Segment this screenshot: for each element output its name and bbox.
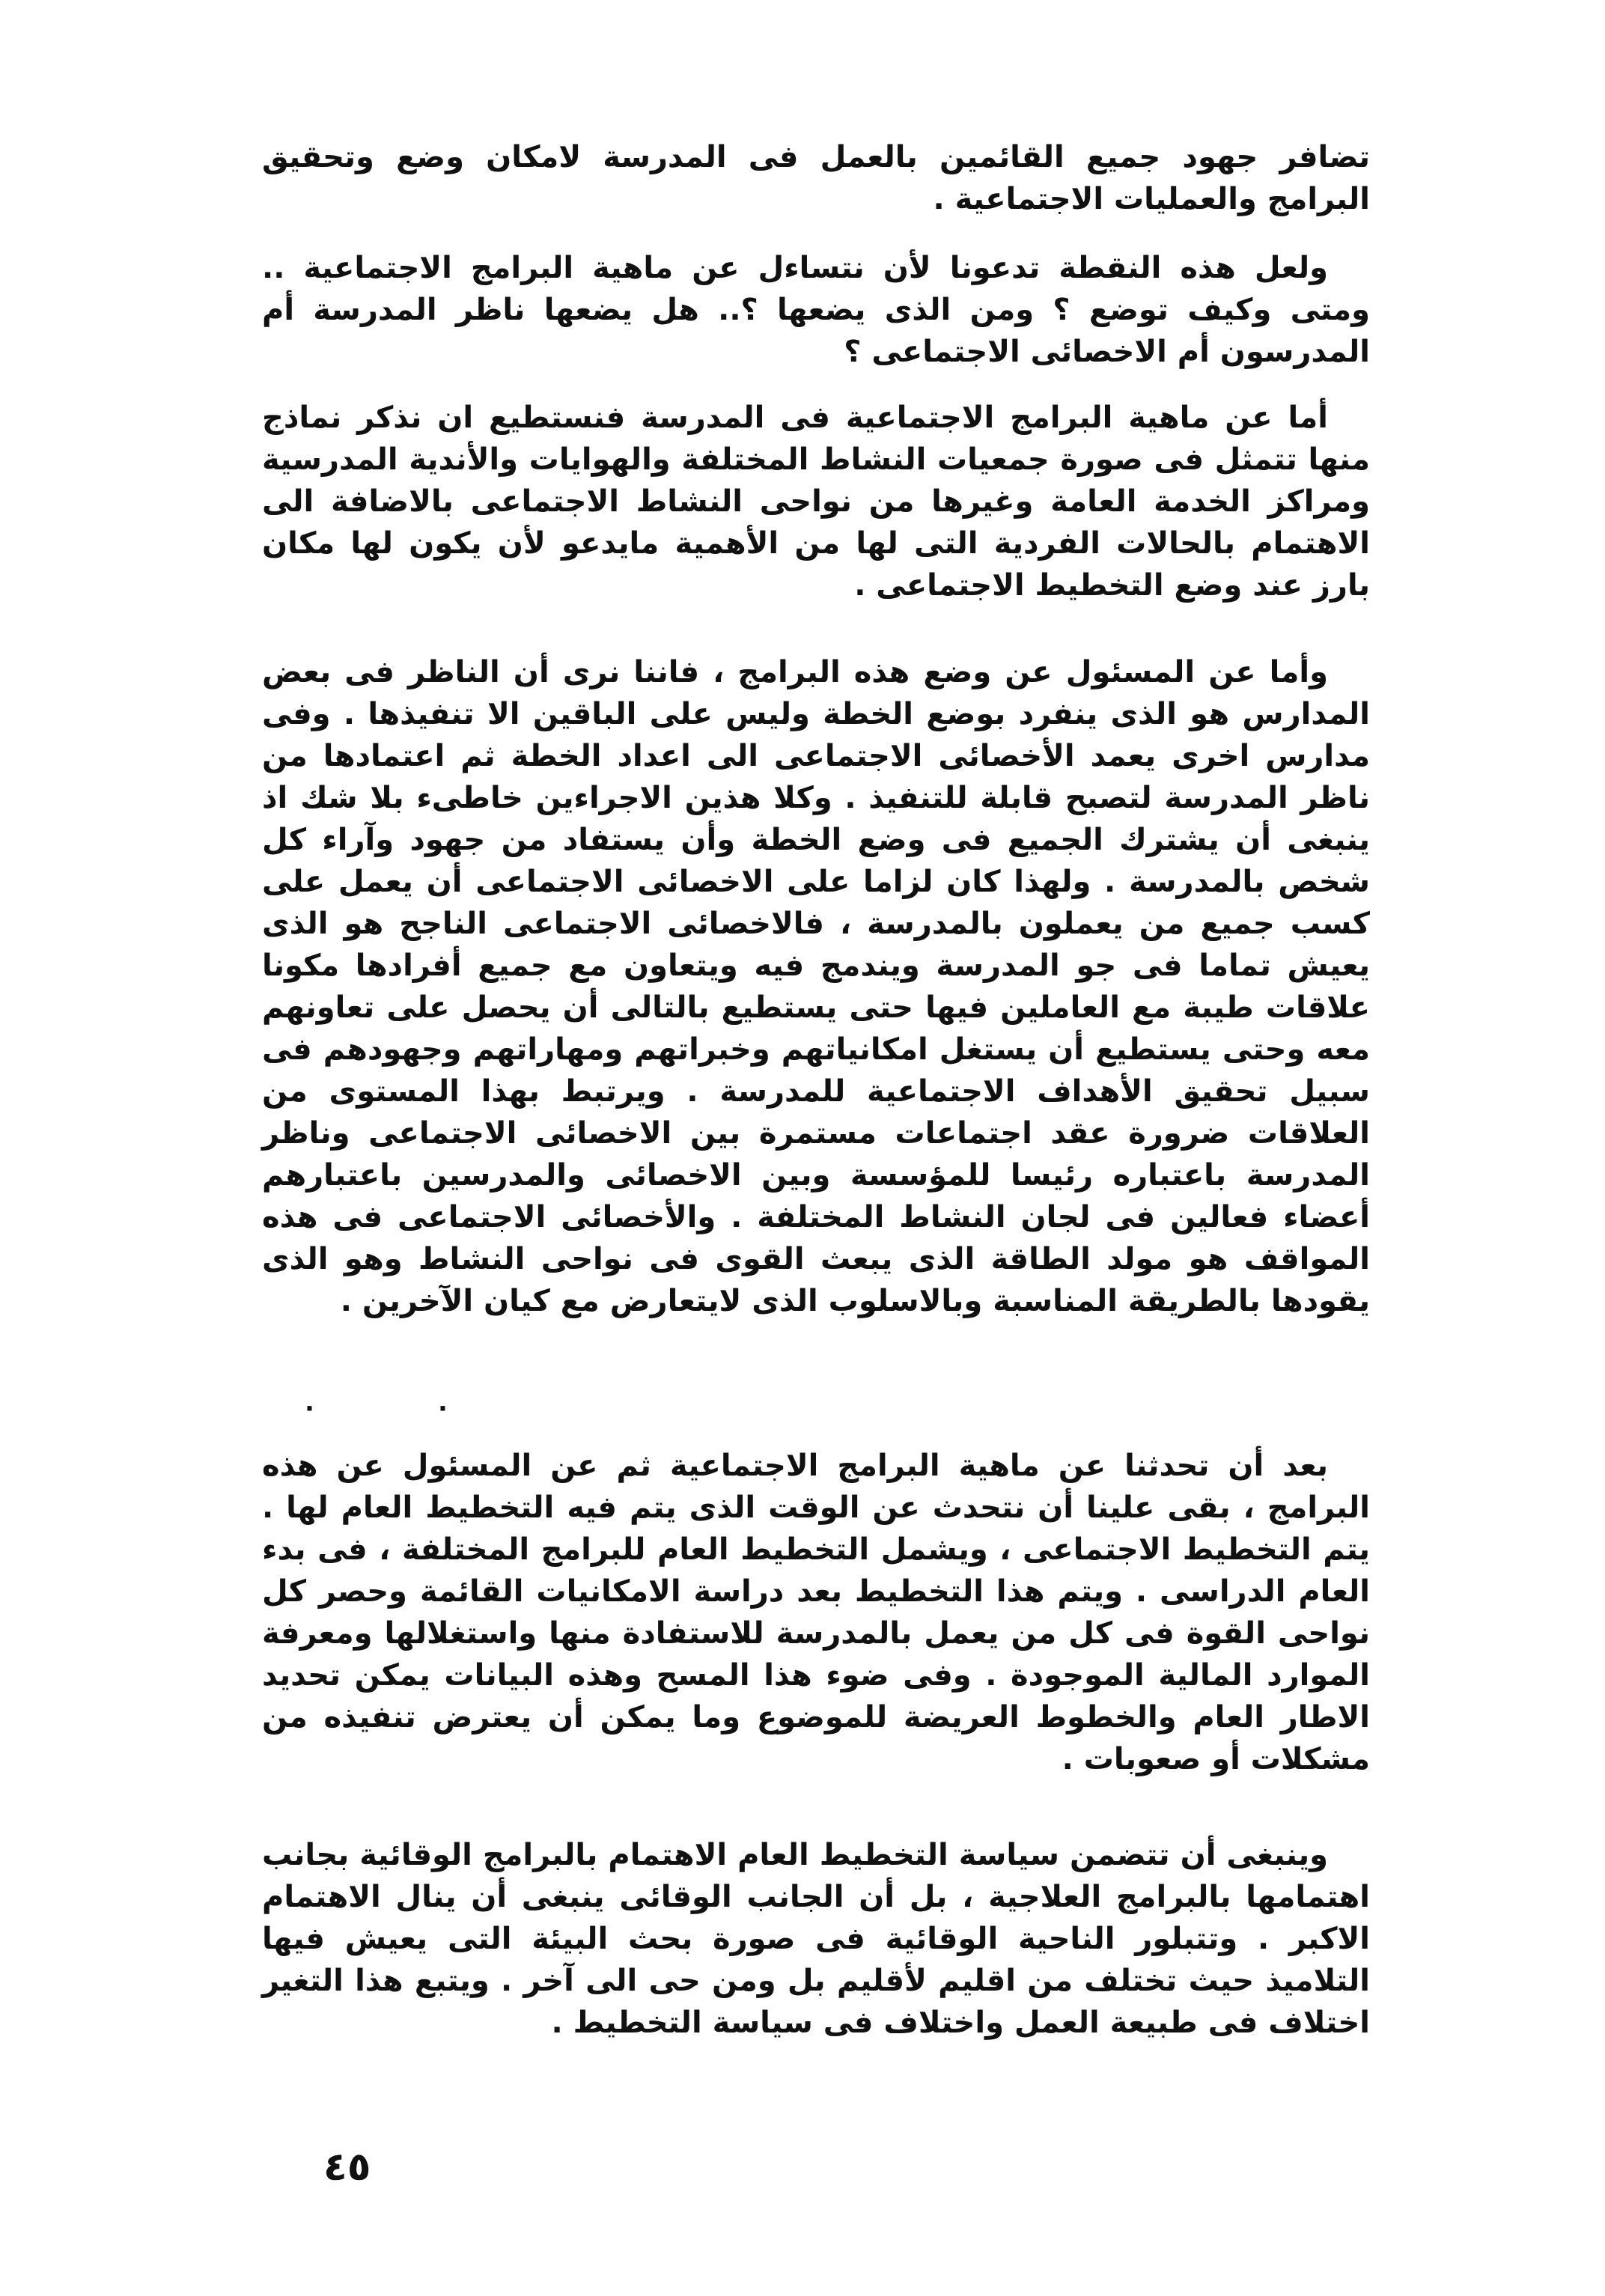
scan-speck: ·: [305, 1394, 314, 1424]
paragraph-4: وأما عن المسئول عن وضع هذه البرامج ، فاننا نرى أن الناظر فى بعض المدارس هو الذى ينفرد بوضع الخطة وليس على الباقين الا تنفيذها . وفى مدارس اخرى يعمد الأخصائى الاجتماعى الى اعداد الخطة ثم اعتمادها من ناظر المدرسة لتصبح قابلة للتنفيذ . وكلا هذين الاجراءين خاطىء بلا شك اذ ينبغى أن يشترك الجميع فى وضع الخطة وأن يستفاد من جهود وآراء كل شخص بالمدرسة . ولهذا كان لزاما على الاخصائى الاجتماعى أن يعمل على كسب جميع من يعملون بالمدرسة ، فالاخصائى الاجتماعى الناجح هو الذى يعيش تماما فى جو المدرسة ويندمج فيه ويتعاون مع جميع أفرادها مكونا علاقات طيبة مع العاملين فيها حتى يستطيع بالتالى أن يحصل على تعاونهم معه وحتى يستطيع أن يستغل امكانياتهم وخبراتهم ومهاراتهم وجهودهم فى سبيل تحقيق الأهداف الاجتماعية للمدرسة . ويرتبط بهذا المستوى من العلاقات ضرورة عقد اجتماعات مستمرة بين الاخصائى الاجتماعى وناظر المدرسة باعتباره رئيسا للمؤسسة وبين الاخصائى والمدرسين باعتبارهم أعضاء فعالين فى لجان النشاط المختلفة . والأخصائى الاجتماعى فى هذه المواقف هو مولد الطاقة الذى يبعث القوى فى نواحى النشاط وهو الذى يقودها بالطريقة المناسبة وبالاسلوب الذى لايتعارض مع كيان الآخرين .: [262, 655, 1370, 1318]
paragraph-3: أما عن ماهية البرامج الاجتماعية فى المدرسة فنستطيع ان نذكر نماذج منها تتمثل فى صورة جمعيات النشاط المختلفة والهوايات والأندية المدرسية ومراكز الخدمة العامة وغيرها من نواحى النشاط الاجتماعى بالاضافة الى الاهتمام بالحالات الفردية التى لها من الأهمية مايدعو لأن يكون لها مكان بارز عند وضع التخطيط الاجتماعى .: [262, 401, 1370, 603]
paragraph-5: بعد أن تحدثنا عن ماهية البرامج الاجتماعية ثم عن المسئول عن هذه البرامج ، بقى علينا أن نتحدث عن الوقت الذى يتم فيه التخطيط العام لها . يتم التخطيط الاجتماعى ، ويشمل التخطيط العام للبرامج المختلفة ، فى بدء العام الدراسى . ويتم هذا التخطيط بعد دراسة الامكانيات القائمة وحصر كل نواحى القوة فى كل من يعمل بالمدرسة للاستفادة منها واستغلالها ومعرفة الموارد المالية الموجودة . وفى ضوء هذا المسح وهذه البيانات يمكن تحديد الاطار العام والخطوط العريضة للموضوع وما يمكن أن يعترض تنفيذه من مشكلات أو صعوبات .: [262, 1449, 1370, 1776]
paragraph-1: تضافر جهود جميع القائمين بالعمل فى المدرسة لامكان وضع وتحقيق البرامج والعمليات الاجتماعية .: [262, 140, 1370, 216]
scan-speck: ·: [438, 1394, 448, 1424]
page-number: ٤٥: [323, 2145, 371, 2190]
paragraph-6: وينبغى أن تتضمن سياسة التخطيط العام الاهتمام بالبرامج الوقائية بجانب اهتمامها بالبرامج العلاجية ، بل أن الجانب الوقائى ينبغى أن ينال الاهتمام الاكبر . وتتبلور الناحية الوقائية فى صورة بحث البيئة التى يعيش فيها التلاميذ حيث تختلف من اقليم لأقليم بل ومن حى الى آخر . ويتبع هذا التغير اختلاف فى طبيعة العمل واختلاف فى سياسة التخطيط .: [262, 1838, 1370, 2040]
paragraph-2: ولعل هذه النقطة تدعونا لأن نتساءل عن ماهية البرامج الاجتماعية .. ومتى وكيف توضع ؟ ومن الذى يضعها ؟.. هل يضعها ناظر المدرسة أم المدرسون أم الاخصائى الاجتماعى ؟: [262, 251, 1370, 369]
